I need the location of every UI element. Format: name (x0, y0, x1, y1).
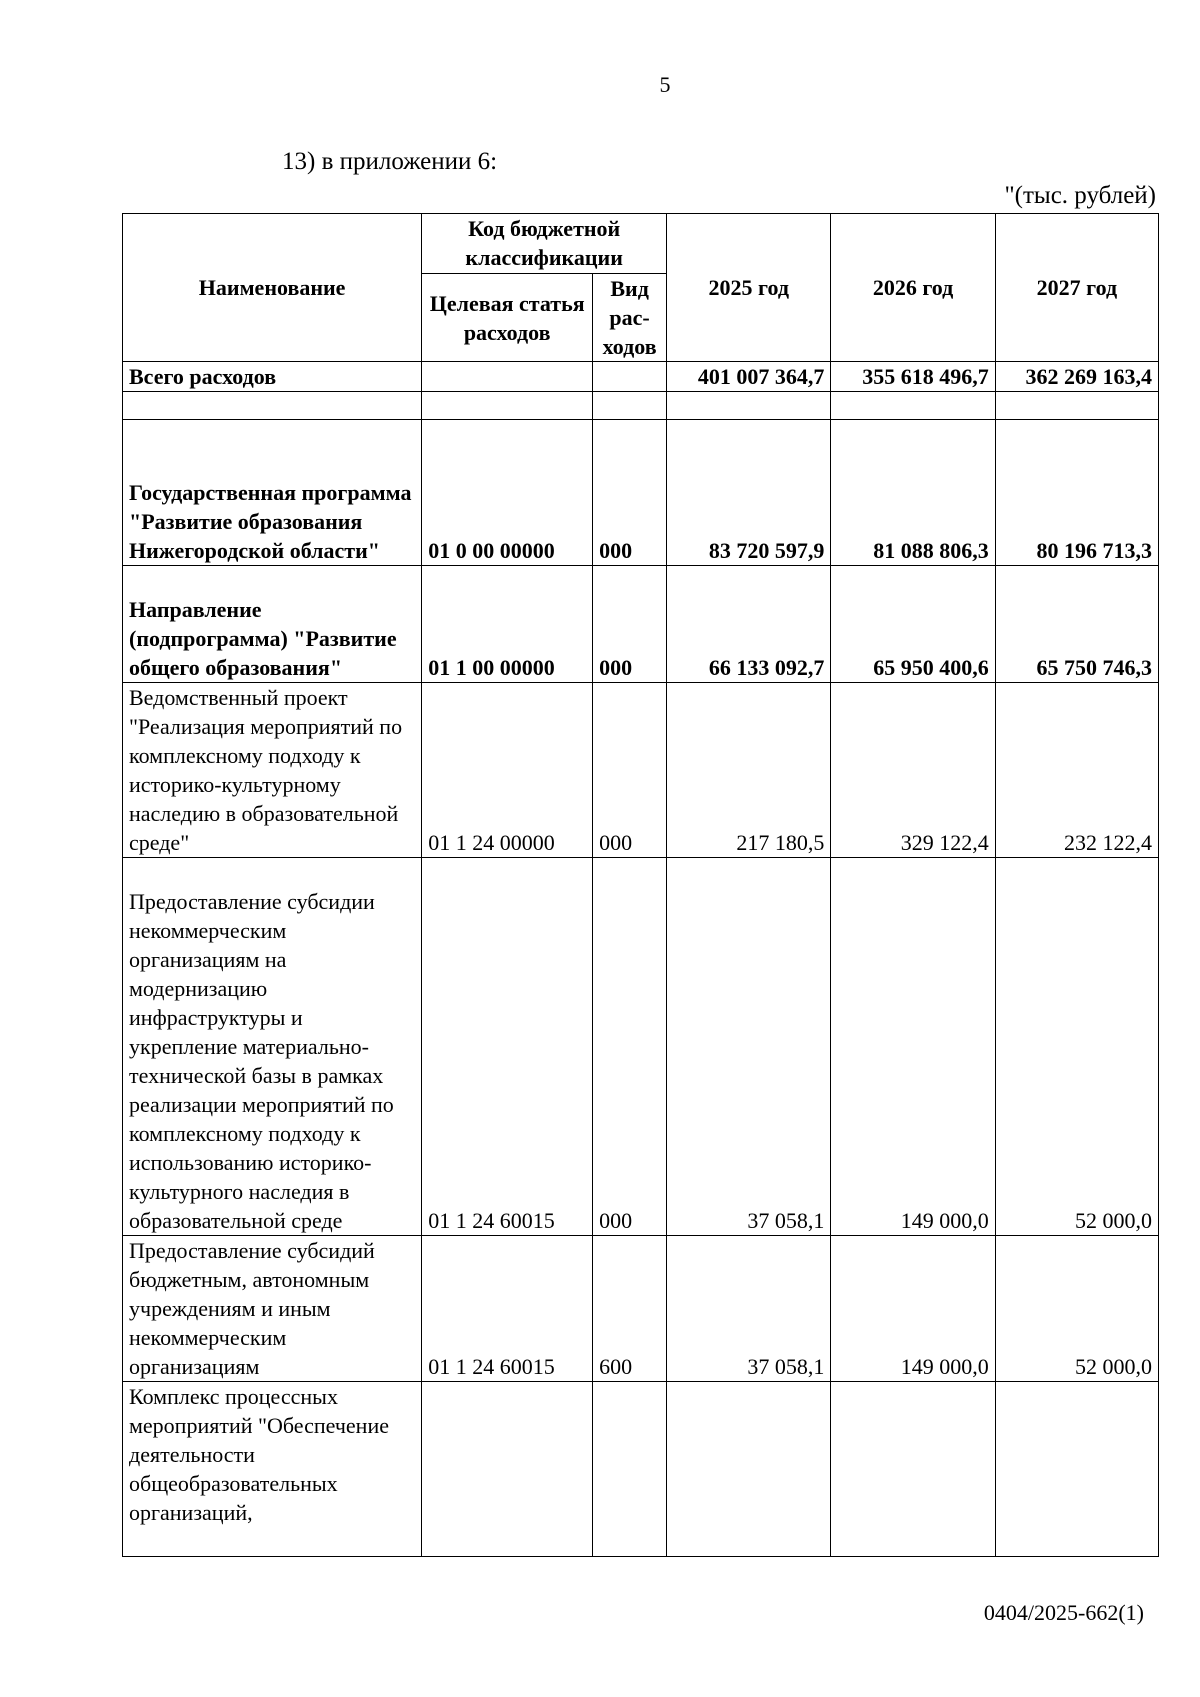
header-code-group: Код бюджетной классификации (422, 214, 667, 274)
table-row (123, 1382, 1159, 1557)
row-2026: 149 000,0 (831, 858, 995, 1236)
table-row (123, 392, 1159, 420)
row-name: Ведомственный проект "Реализация мероприятий по комплексному подходу к историко-культурному наследию в образовательной среде" (123, 683, 422, 858)
row-name: Направление (подпрограмма) "Развитие общего образования" (123, 566, 422, 683)
row-name: Предоставление субсидий бюджетным, автономным учреждениям и иным некоммерческим организациям (123, 1236, 422, 1382)
row-2026: 81 088 806,3 (831, 420, 995, 566)
row-2025 (667, 392, 831, 420)
header-2025: 2025 год (667, 214, 831, 362)
row-2027: 232 122,4 (995, 683, 1158, 858)
row-2025: 37 058,1 (667, 858, 831, 1236)
table-row (123, 362, 1159, 392)
row-name: Всего расходов (123, 362, 422, 392)
row-code (422, 362, 593, 392)
header-2027: 2027 год (995, 214, 1158, 362)
row-2025 (667, 1382, 831, 1557)
row-kind (593, 362, 667, 392)
row-code (422, 392, 593, 420)
row-2025: 401 007 364,7 (667, 362, 831, 392)
row-kind: 000 (593, 420, 667, 566)
row-2026 (831, 1382, 995, 1557)
section-intro: 13) в приложении 6: (282, 148, 498, 175)
document-id: 0404/2025-662(1) (983, 1600, 1144, 1625)
row-2027 (995, 1382, 1158, 1557)
header-target: Целевая статья расходов (422, 274, 593, 362)
row-code (422, 1382, 593, 1557)
row-2026: 149 000,0 (831, 1236, 995, 1382)
budget-table (122, 213, 1159, 1557)
row-2027: 65 750 746,3 (995, 566, 1158, 683)
row-2027: 52 000,0 (995, 858, 1158, 1236)
row-2025: 83 720 597,9 (667, 420, 831, 566)
row-kind: 600 (593, 1236, 667, 1382)
row-kind: 000 (593, 683, 667, 858)
page-number: 5 (659, 72, 671, 97)
row-2026: 355 618 496,7 (831, 362, 995, 392)
row-code: 01 1 24 00000 (422, 683, 593, 858)
row-2025: 37 058,1 (667, 1236, 831, 1382)
row-code: 01 0 00 00000 (422, 420, 593, 566)
row-2026: 329 122,4 (831, 683, 995, 858)
table-row (123, 566, 1159, 683)
row-2025: 66 133 092,7 (667, 566, 831, 683)
row-2027: 52 000,0 (995, 1236, 1158, 1382)
table-row (123, 1236, 1159, 1382)
row-kind (593, 1382, 667, 1557)
row-kind: 000 (593, 858, 667, 1236)
table-row (123, 858, 1159, 1236)
header-name: Наименование (123, 214, 422, 362)
row-code: 01 1 00 00000 (422, 566, 593, 683)
row-name (123, 392, 422, 420)
row-name: Комплекс процессных мероприятий "Обеспечение деятельности общеобразовательных организаций, (123, 1382, 422, 1557)
row-code: 01 1 24 60015 (422, 1236, 593, 1382)
row-kind (593, 392, 667, 420)
row-2026: 65 950 400,6 (831, 566, 995, 683)
row-2026 (831, 392, 995, 420)
row-name: Государственная программа "Развитие образования Нижегородской области" (123, 420, 422, 566)
row-2027 (995, 392, 1158, 420)
row-2027: 80 196 713,3 (995, 420, 1158, 566)
table-row (123, 683, 1159, 858)
header-kind: Вид рас-ходов (593, 274, 667, 362)
table-row (123, 420, 1159, 566)
row-name: Предоставление субсидии некоммерческим организациям на модернизацию инфраструктуры и укрепление материально-технической базы в рамках реализации мероприятий по комплексному подходу к использованию историко-культурного наследия в образовательной среде (123, 858, 422, 1236)
units-label: "(тыс. рублей) (1004, 182, 1156, 209)
row-code: 01 1 24 60015 (422, 858, 593, 1236)
row-2027: 362 269 163,4 (995, 362, 1158, 392)
row-kind: 000 (593, 566, 667, 683)
header-2026: 2026 год (831, 214, 995, 362)
row-2025: 217 180,5 (667, 683, 831, 858)
